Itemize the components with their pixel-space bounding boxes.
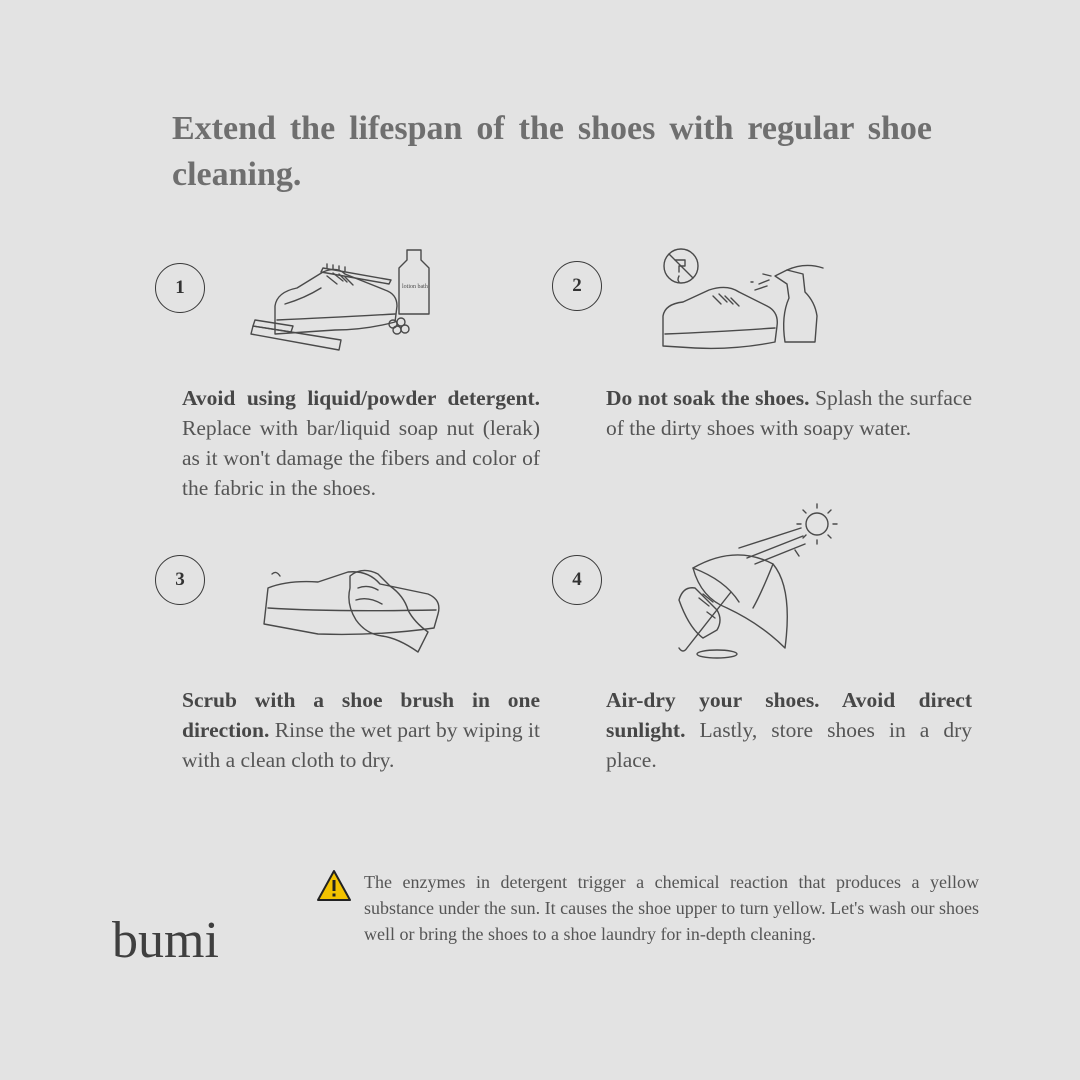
step-1-text [182,383,540,503]
step-2-number: 2 [552,261,602,311]
step-2-text [606,383,972,443]
step-1-number: 1 [155,263,205,313]
brand-logo [110,905,250,965]
step-2-body: Splash the surface of the dirty shoes with soapy water. [606,386,972,440]
warning-icon [316,869,352,903]
step-3-bold: Scrub with a shoe brush in one direction. [182,688,540,742]
step-3-body: Rinse the wet part by wiping it with a clean cloth to dry. [182,718,540,772]
brand-name: bumi [112,912,219,965]
step-4-illustration [665,498,845,660]
step-1-bold: Avoid using liquid/powder detergent. [182,386,540,410]
step-3-text [182,685,540,775]
step-4-number: 4 [552,555,602,605]
step-3-illustration [258,560,448,660]
bottle-label: lotion bath [402,284,428,290]
step-4-bold: Air-dry your shoes. Avoid direct sunlight. [606,688,972,742]
step-2-illustration [655,246,850,356]
page-title: Extend the lifespan of the shoes with regular shoe cleaning. [172,110,932,193]
step-4-body: Lastly, store shoes in a dry place. [606,718,972,772]
step-1-illustration [245,244,445,356]
warning-note: The enzymes in detergent trigger a chemical reaction that produces a yellow substance under the sun. It causes the shoe upper to turn yellow. Let's wash our shoes well or bring the shoes to a shoe laundry for in-depth cleaning. [364,872,979,944]
step-3-number: 3 [155,555,205,605]
step-4-text [606,685,972,775]
step-1-body: Replace with bar/liquid soap nut (lerak) as it won't damage the fibers and color of the fabric in the shoes. [182,416,540,500]
step-2-bold: Do not soak the shoes. [606,386,810,410]
